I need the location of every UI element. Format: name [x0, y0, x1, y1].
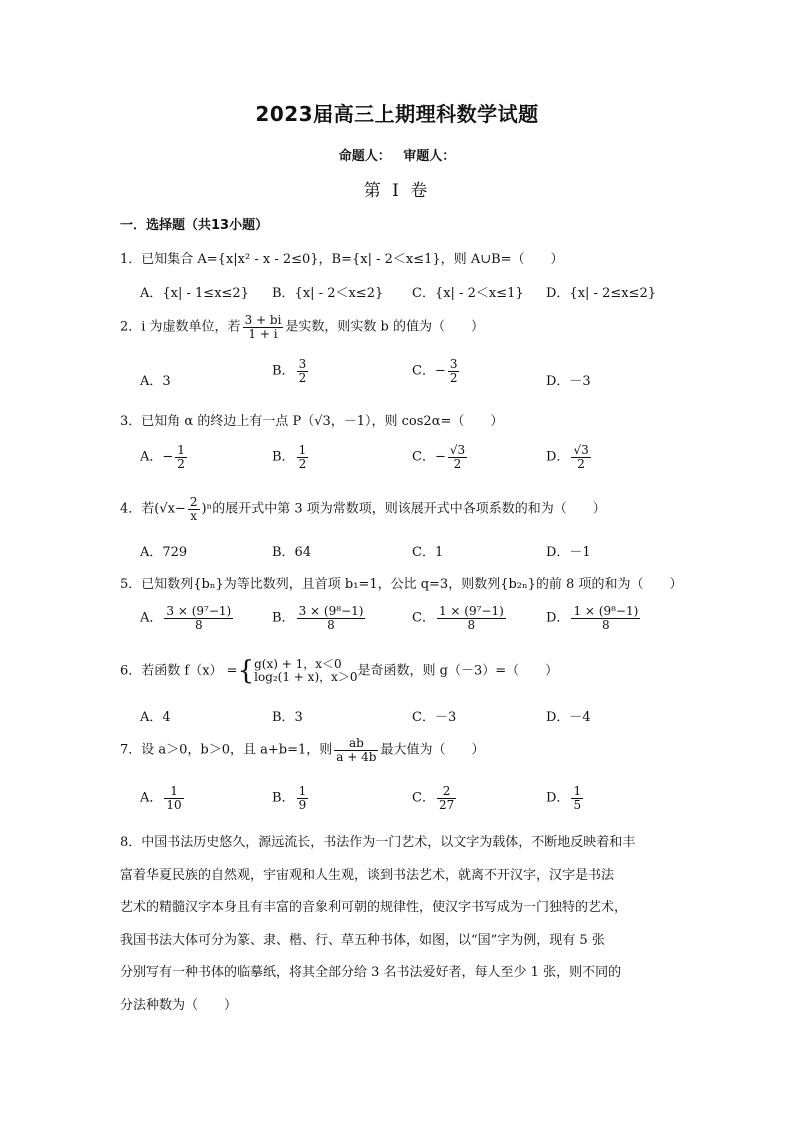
- q7-option-d: [546, 785, 585, 811]
- q5-option-a-den: 8: [194, 617, 203, 632]
- q3-option-c-frac: [448, 444, 467, 470]
- q7-option-d-frac: [571, 785, 583, 811]
- q7-option-a-label: A．: [140, 790, 163, 806]
- q2-option-c-num: 3: [449, 357, 458, 371]
- q6-option-b: B．3: [272, 710, 303, 725]
- reviewer-label: 审题人：: [403, 149, 456, 164]
- q6-option-a: A．4: [140, 710, 171, 725]
- q2-option-b-den: 2: [298, 370, 307, 385]
- question-4-stem: [120, 496, 606, 522]
- q2-option-b-num: 3: [298, 357, 307, 371]
- q4-option-a: A．729: [140, 545, 188, 560]
- q5-option-b: [272, 605, 367, 631]
- q4-option-c: C．1: [412, 545, 444, 560]
- q3-option-d: [546, 444, 593, 470]
- question-8-paragraph: [120, 827, 680, 1022]
- q2-option-c: [412, 358, 461, 384]
- q4-option-d: D．－1: [546, 545, 591, 560]
- q8-line: 8．中国书法历史悠久，源远流长，书法作为一门艺术，以文字为载体，不断地反映着和丰: [120, 835, 636, 850]
- q3-option-a-den: 2: [177, 456, 185, 471]
- q6-option-d: D．－4: [546, 710, 591, 725]
- question-6-stem: [120, 656, 558, 686]
- q7-option-d-label: D．: [546, 790, 570, 806]
- q5-option-b-label: B．: [272, 610, 295, 626]
- q3-option-a: [140, 444, 189, 470]
- q7-option-a: [140, 785, 186, 811]
- q3-option-b: [272, 444, 310, 470]
- q5-option-b-num: 3 × (9⁸−1): [298, 604, 364, 618]
- q2-option-c-frac: [448, 358, 460, 384]
- q1-option-c: C．{x| - 2＜x≤1}: [412, 286, 524, 301]
- q4-option-b: B．64: [272, 545, 312, 560]
- q4-frac-num: 2: [189, 495, 198, 509]
- q7-option-c: [412, 785, 458, 811]
- q3-option-c: [412, 444, 469, 470]
- q7-option-b-num: 1: [298, 784, 307, 798]
- q5-option-d-label: D．: [546, 610, 570, 626]
- q6-case-1: g(x) + 1，x＜0: [254, 656, 342, 671]
- q7-option-a-num: 1: [164, 785, 183, 799]
- q3-option-a-frac: [175, 444, 187, 470]
- q5-option-a-frac: [164, 605, 233, 631]
- q5-option-d-den: 8: [602, 617, 610, 632]
- q5-option-b-den: 8: [327, 617, 335, 632]
- page-title: 2023届高三上期理科数学试题: [255, 102, 539, 126]
- q5-option-a-label: A．: [140, 610, 163, 626]
- q8-line: 分法种数为（ ）: [120, 997, 238, 1013]
- section-heading: 一．选择题（共13小题）: [120, 218, 269, 233]
- q2-option-a: A．3: [140, 374, 171, 389]
- q2-frac-den: 1 + i: [248, 326, 278, 341]
- q4-suffix: )ⁿ的展开式中第 3 项为常数项，则该展开式中各项系数的和为（ ）: [201, 501, 606, 517]
- q1-option-a: A．{x| - 1≤x≤2}: [140, 286, 249, 301]
- q7-option-d-den: 5: [573, 797, 582, 812]
- q2-option-c-den: 2: [449, 370, 458, 385]
- q7-frac-num: ab: [334, 737, 378, 751]
- q5-option-c-num: 1 × (9⁷−1): [438, 604, 504, 618]
- q5-option-c-frac: [437, 605, 506, 631]
- q6-prefix: 6．若函数 f（x） =: [120, 663, 238, 679]
- q2-option-b-frac: [297, 358, 309, 384]
- q2-frac-num: 3 + bi: [244, 313, 282, 327]
- q5-option-b-frac: [297, 605, 366, 631]
- q5-option-c-label: C．: [412, 610, 435, 626]
- q6-brace: {: [237, 656, 255, 686]
- q7-fraction: [334, 737, 378, 763]
- q3-option-d-num: √3: [573, 443, 589, 457]
- q3-option-b-den: 2: [298, 456, 307, 471]
- q5-option-c-den: 8: [467, 617, 476, 632]
- q8-line: 分别写有一种书体的临摹纸，将其全部分给 3 名书法爱好者，每人至少 1 张，则不同的: [120, 965, 622, 980]
- q2-option-d: D．－3: [546, 374, 591, 389]
- q6-case-2: log₂(1 + x)，x＞0: [254, 670, 358, 684]
- q3-option-c-num: √3: [449, 443, 466, 457]
- q3-option-a-num: 1: [177, 443, 185, 457]
- q5-option-c: [412, 605, 508, 631]
- question-2-stem: [120, 314, 484, 340]
- q3-option-b-frac: [297, 444, 309, 470]
- author-label: 命题人：: [338, 149, 391, 164]
- q3-option-a-label: A．−: [140, 449, 174, 465]
- q7-option-c-label: C．: [412, 790, 435, 806]
- q7-suffix: 最大值为（ ）: [380, 742, 485, 758]
- question-5-stem: 5．已知数列{bₙ}为等比数列，且首项 b₁=1，公比 q=3，则数列{b₂ₙ}的前 8 项的和为（ ）: [120, 577, 683, 592]
- q3-option-c-den: 2: [453, 456, 462, 471]
- q7-option-c-frac: [437, 785, 456, 811]
- q7-option-b-label: B．: [272, 790, 295, 806]
- q3-option-d-frac: [571, 444, 590, 470]
- question-1-stem: 1．已知集合 A={x|x² - x - 2≤0}，B={x| - 2＜x≤1}，则 A∪B=（ ）: [120, 252, 564, 267]
- q3-option-b-label: B．: [272, 449, 295, 465]
- q2-option-b-label: B．: [272, 363, 295, 379]
- q7-option-c-num: 2: [437, 785, 456, 799]
- q2-fraction: [243, 314, 284, 340]
- q2-prefix: 2．i 为虚数单位，若: [120, 319, 241, 335]
- volume-heading: 第 I 卷: [363, 181, 431, 201]
- author-line: [0, 145, 794, 164]
- q3-option-b-num: 1: [298, 443, 307, 457]
- q6-piecewise: [254, 658, 357, 684]
- q7-option-b: [272, 785, 310, 811]
- q7-option-d-num: 1: [573, 784, 582, 798]
- q8-line: 艺术的精髓汉字本身且有丰富的音象利可朝的规律性，使汉字书写成为一门独特的艺术，: [120, 900, 628, 915]
- q7-prefix: 7．设 a＞0，b＞0，且 a+b=1，则: [120, 742, 333, 758]
- q6-suffix: 是奇函数，则 g（－3）=（ ）: [357, 663, 559, 679]
- q7-frac-den: a + 4b: [336, 749, 377, 764]
- q5-option-d-num: 1 × (9⁸−1): [573, 604, 639, 618]
- q7-option-a-frac: [164, 785, 183, 811]
- q5-option-a: [140, 605, 235, 631]
- q4-frac-den: x: [190, 508, 198, 523]
- q5-option-d: [546, 605, 642, 631]
- q2-suffix: 是实数，则实数 b 的值为（ ）: [285, 319, 484, 335]
- q4-fraction: [188, 496, 200, 522]
- q5-option-a-num: 3 × (9⁷−1): [166, 604, 232, 618]
- q8-line: 我国书法大体可分为篆、隶、楷、行、草五种书体，如图，以“国”字为例，现有 5 张: [120, 932, 605, 948]
- question-3-stem: 3．已知角 α 的终边上有一点 P（√3，－1），则 cos2α=（ ）: [120, 414, 504, 429]
- question-7-stem: [120, 737, 484, 763]
- q7-option-b-frac: [297, 785, 309, 811]
- q2-option-b: [272, 358, 310, 384]
- q3-option-d-label: D．: [546, 449, 570, 465]
- q7-option-c-den: 27: [438, 797, 455, 812]
- q4-prefix: 4．若(√x−: [120, 501, 186, 517]
- q3-option-d-den: 2: [577, 456, 585, 471]
- q3-option-c-label: C．−: [412, 449, 446, 465]
- q1-option-b: B．{x| - 2＜x≤2}: [272, 286, 384, 301]
- q1-option-d: D．{x| - 2≤x≤2}: [546, 286, 656, 301]
- q5-option-d-frac: [571, 605, 640, 631]
- q7-option-a-den: 10: [166, 797, 182, 812]
- q6-option-c: C．－3: [412, 710, 457, 725]
- q7-option-b-den: 9: [298, 797, 307, 812]
- q2-option-c-label: C．−: [412, 363, 446, 379]
- q8-line: 富着华夏民族的自然观，宇宙观和人生观，谈到书法艺术，就离不开汉字，汉字是书法: [120, 867, 615, 883]
